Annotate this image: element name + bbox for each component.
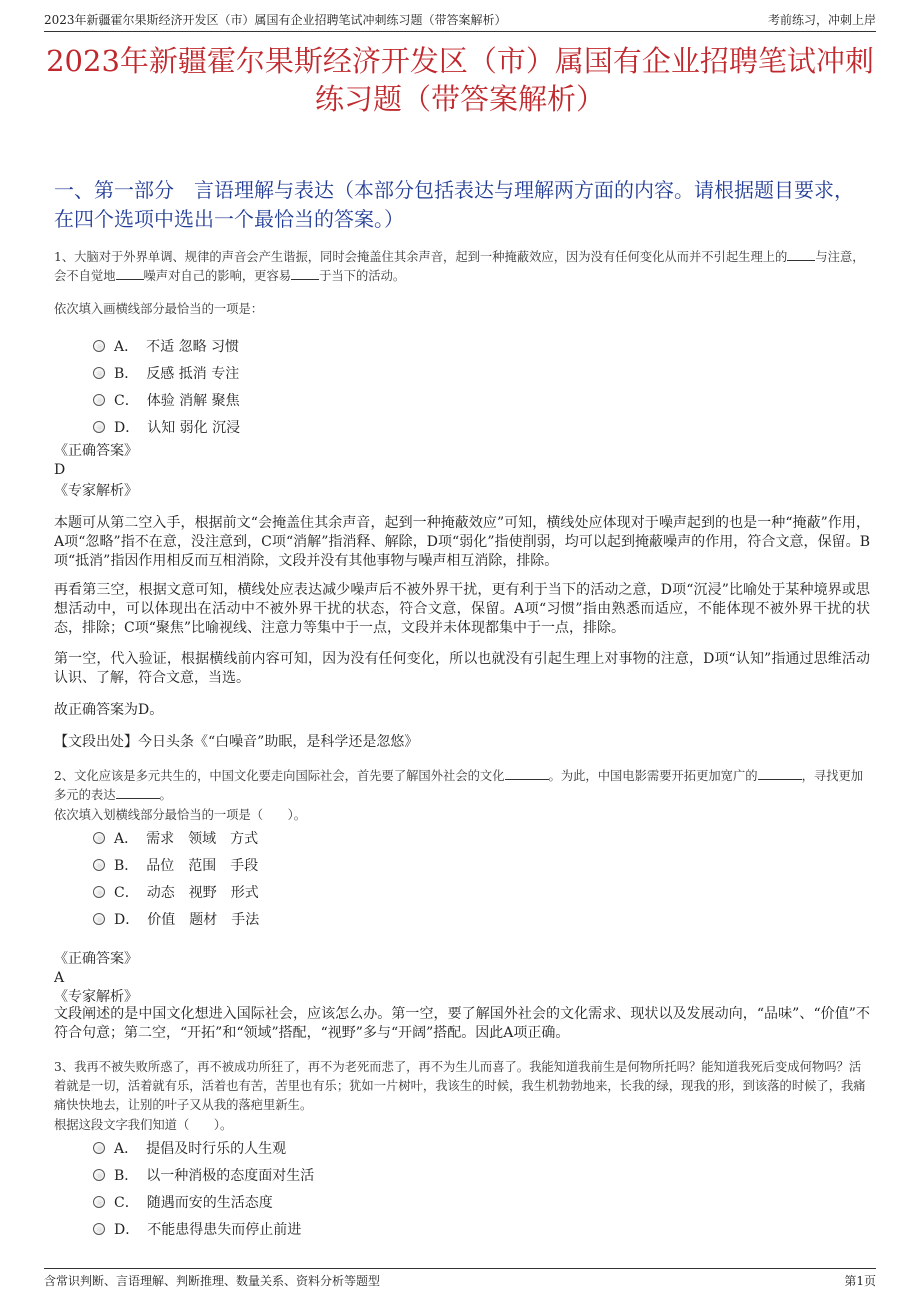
document-title: 2023年新疆霍尔果斯经济开发区（市）属国有企业招聘笔试冲刺练习题（带答案解析） [46,44,874,116]
page-number: 第1页 [844,1274,876,1288]
radio-icon[interactable] [93,859,105,871]
option-text: 以一种消极的态度面对生活 [146,1167,315,1184]
q2-text-b: 。为此，中国电影需要开拓更加宽广的 [548,769,758,783]
option-letter: D． [114,911,140,928]
q2-option-d[interactable] [93,905,259,932]
q2-answer-label: 《正确答案》 [54,951,138,967]
option-letter: C． [114,1194,139,1211]
q2-text-a: 2、文化应该是多元共生的，中国文化要走向国际社会，首先要了解国外社会的文化 [54,769,505,783]
radio-icon[interactable] [93,421,105,433]
q1-option-a[interactable] [93,332,240,359]
option-text: 体验 消解 聚焦 [146,392,240,409]
option-letter: A． [114,338,139,355]
footer-description: 含常识判断、言语理解、判断推理、数量关系、资料分析等题型 [44,1274,381,1288]
radio-icon[interactable] [93,394,105,406]
q1-analysis-label: 《专家解析》 [54,483,138,499]
radio-icon[interactable] [93,367,105,379]
q2-blank-1 [505,768,549,780]
header-doc-title: 2023年新疆霍尔果斯经济开发区（市）属国有企业招聘笔试冲刺练习题（带答案解析） [44,13,507,27]
q1-text-d: 于当下的活动。 [319,269,406,283]
option-letter: B． [114,365,139,382]
option-letter: D． [114,419,140,436]
option-text: 提倡及时行乐的人生观 [146,1140,287,1157]
q1-text-a: 1、大脑对于外界单调、规律的声音会产生谐振，同时会掩盖住其余声音，起到一种掩蔽效应，因为没有任何变化从而并不引起生理上的 [54,250,788,264]
q2-answer: A [54,970,65,986]
q2-prompt: 依次填入划横线部分最恰当的一项是（ ）。 [54,808,307,822]
header-slogan: 考前练习，冲刺上岸 [767,13,876,27]
q2-analysis: 文段阐述的是中国文化想进入国际社会，应该怎么办。第一空，要了解国外社会的文化需求、现状以及发展动向，“品味”、“价值”不符合句意；第二空，“开拓”和“领域”搭配，“视野”多与“开阔”搭配。因此A项正确。 [54,1006,870,1041]
q2-blank-3 [116,787,160,799]
q1-answer: D [54,462,66,478]
option-text: 不能患得患失而停止前进 [147,1221,302,1238]
option-letter: A． [114,830,139,847]
q3-prompt: 根据这段文字我们知道（ ）。 [54,1118,233,1132]
q1-analysis-para-3: 第一空，代入验证，根据横线前内容可知，因为没有任何变化，所以也就没有引起生理上对事物的注意，D项“认知”指通过思维活动认识、了解，符合文意，当选。 [54,651,870,686]
q2-analysis-label: 《专家解析》 [54,989,138,1005]
option-text: 不适 忽略 习惯 [146,338,240,355]
radio-icon[interactable] [93,1196,105,1208]
option-letter: C． [114,392,139,409]
q1-text-b: 与注意，会不自觉地 [54,250,865,283]
q2-option-b[interactable] [93,851,259,878]
option-text: 需求 领域 方式 [146,830,259,847]
q2-options [93,824,259,932]
q2-text-d: 。 [159,788,172,802]
q1-prompt: 依次填入画横线部分最恰当的一项是： [54,302,264,316]
q2-text-c: ，寻找更加多元的表达 [54,769,864,802]
q1-analysis-para-4: 故正确答案为D。 [54,702,164,718]
question-2-stem [54,767,870,805]
radio-icon[interactable] [93,832,105,844]
q1-option-d[interactable] [93,413,240,440]
q3-option-b[interactable] [93,1161,314,1188]
q2-option-a[interactable] [93,824,259,851]
q2-option-c[interactable] [93,878,259,905]
radio-icon[interactable] [93,1142,105,1154]
radio-icon[interactable] [93,913,105,925]
option-letter: A． [114,1140,139,1157]
question-1-stem [54,248,870,286]
q1-blank-2 [116,268,144,280]
q1-option-b[interactable] [93,359,240,386]
radio-icon[interactable] [93,886,105,898]
option-letter: B． [114,857,139,874]
q1-text-c: 噪声对自己的影响，更容易 [143,269,292,283]
q1-answer-label: 《正确答案》 [54,443,138,459]
option-letter: B． [114,1167,139,1184]
option-letter: D． [114,1221,140,1238]
q1-analysis-para-1: 本题可从第二空入手，根据前文“会掩盖住其余声音，起到一种掩蔽效应”可知，横线处应体现对于噪声起到的也是一种“掩蔽”作用，A项“忽略”指不在意，没注意到，C项“消解”指消释、解除，D项“弱化”指使削弱，均可以起到掩蔽噪声的作用，符合文意，保留。B项“抵消”指因作用相反而互相消除，文段并没有其他事物与噪声相互消除，排除。 [54,515,870,569]
q3-option-d[interactable] [93,1215,314,1242]
option-text: 反感 抵消 专注 [146,365,240,382]
radio-icon[interactable] [93,1169,105,1181]
q1-source: 【文段出处】今日头条《“白噪音”助眠，是科学还是忽悠》 [54,734,419,750]
option-text: 认知 弱化 沉浸 [147,419,241,436]
option-text: 品位 范围 手段 [146,857,259,874]
q3-options [93,1134,314,1242]
option-text: 随遇而安的生活态度 [146,1194,273,1211]
radio-icon[interactable] [93,1223,105,1235]
radio-icon[interactable] [93,340,105,352]
q1-analysis-para-2: 再看第三空，根据文意可知，横线处应表达减少噪声后不被外界干扰，更有利于当下的活动之意，D项“沉浸”比喻处于某种境界或思想活动中，可以体现出在活动中不被外界干扰的状态，符合文意，保留。A项“习惯”指由熟悉而适应，不能体现不被外界干扰的状态，排除；C项“聚焦”比喻视线、注意力等集中于一点，文段并未体现都集中于一点，排除。 [54,582,870,636]
option-letter: C． [114,884,139,901]
q1-options [93,332,240,440]
q3-option-c[interactable] [93,1188,314,1215]
option-text: 动态 视野 形式 [146,884,259,901]
question-3-stem: 3、我再不被失败所惑了，再不被成功所狂了，再不为老死而悲了，再不为生儿而喜了。我能知道我前生是何物所托吗？能知道我死后变成何物吗？活着就是一切，活着就有乐，活着也有苦，苦里也有乐；犹如一片树叶，我该生的时候，我生机勃勃地来，长我的绿，现我的形，到该落的时候了，我痛痛快快地去，让别的叶子又从我的落疤里新生。 [54,1060,866,1112]
q3-option-a[interactable] [93,1134,314,1161]
page-footer [44,1268,876,1292]
option-text: 价值 题材 手法 [147,911,260,928]
q1-blank-1 [787,249,815,261]
section-heading: 一、第一部分 言语理解与表达（本部分包括表达与理解两方面的内容。请根据题目要求，在四个选项中选出一个最恰当的答案。） [54,178,854,231]
page-header [44,10,876,32]
q1-blank-3 [291,268,319,280]
q1-option-c[interactable] [93,386,240,413]
q2-blank-2 [758,768,802,780]
